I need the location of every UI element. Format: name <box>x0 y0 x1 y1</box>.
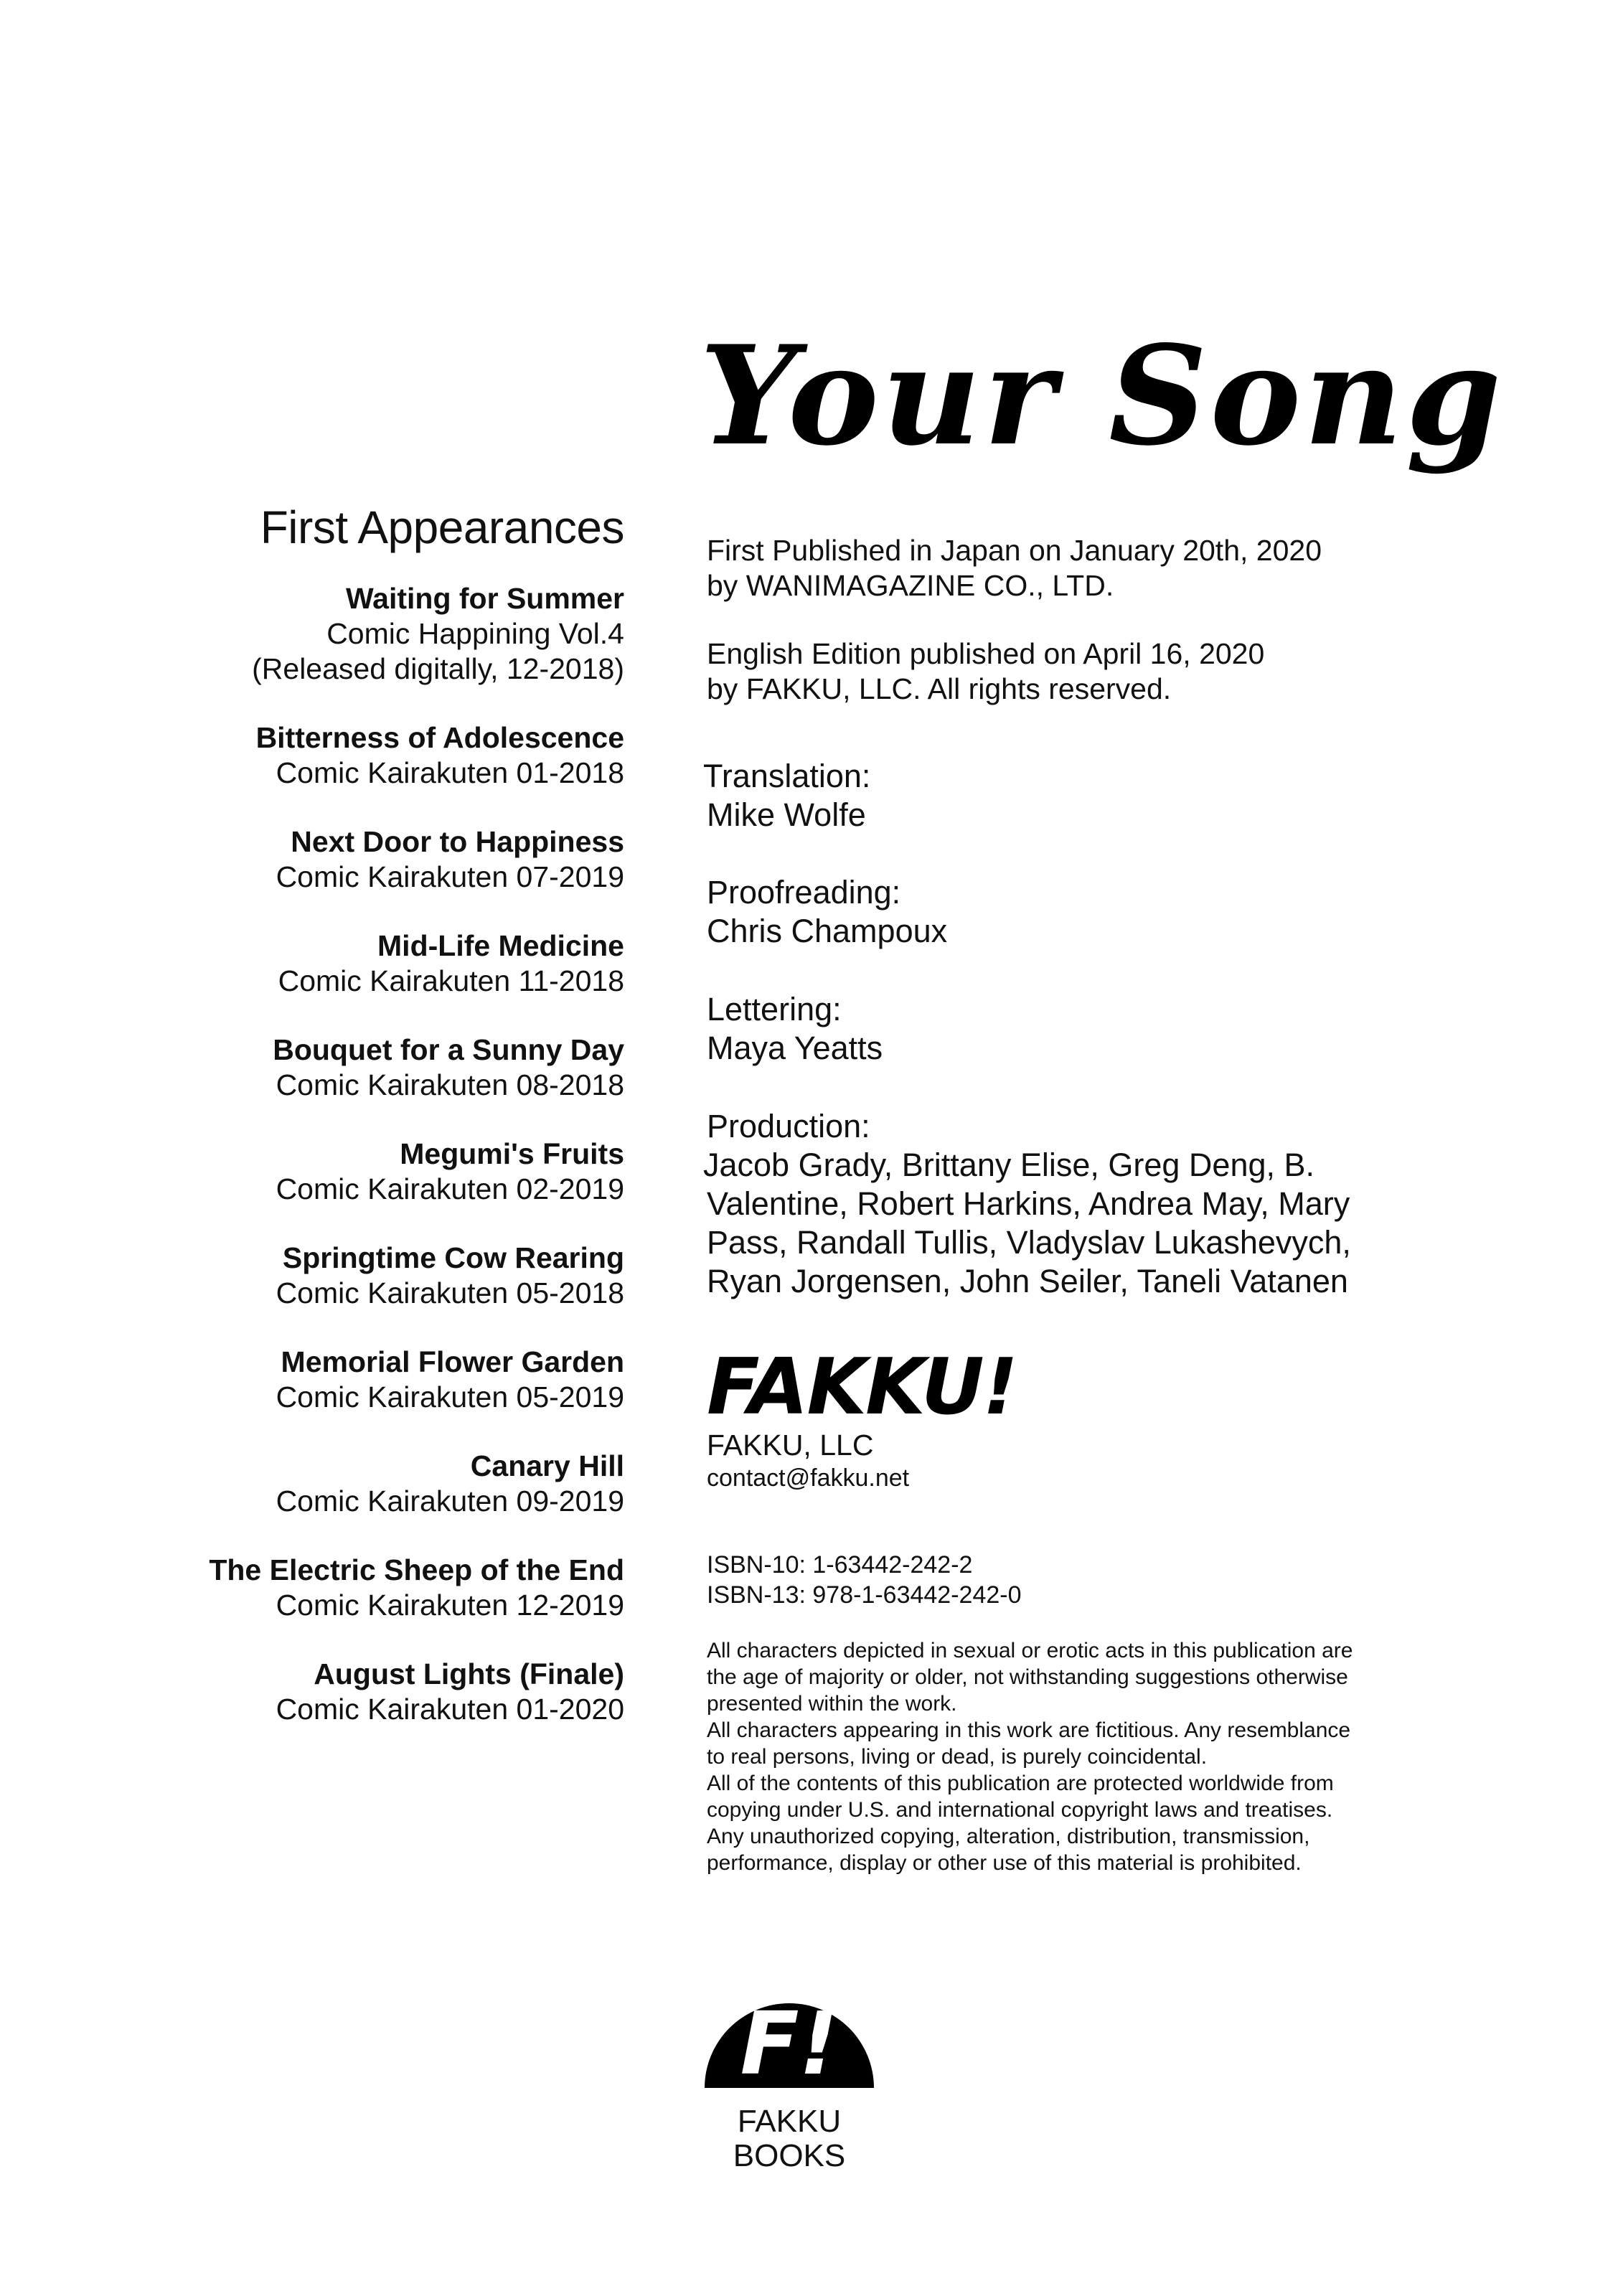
story-entry <box>36 1345 624 1415</box>
disclaimer-line: All characters depicted in sexual or erotic acts in this publication are <box>707 1639 1353 1662</box>
disclaimer-line: copying under U.S. and international copyright laws and treatises. <box>707 1798 1333 1822</box>
first-appearances-heading: First Appearances <box>260 502 624 553</box>
english-publication-line: English Edition published on April 16, 2020 <box>707 637 1265 670</box>
disclaimer-line: presented within the work. <box>707 1692 957 1716</box>
badge-line-fakku: FAKKU <box>737 2104 842 2139</box>
story-source: Comic Happining Vol.4 <box>326 617 624 651</box>
translation-label: Translation: <box>703 758 871 794</box>
story-entry <box>36 1032 624 1103</box>
story-title: Mid-Life Medicine <box>377 929 624 963</box>
story-entry <box>36 1553 624 1623</box>
story-entry <box>36 581 624 687</box>
publication-info <box>707 533 1322 603</box>
disclaimer-line: to real persons, living or dead, is purely coincidental. <box>707 1745 1208 1769</box>
translation-name: Mike Wolfe <box>707 796 866 833</box>
badge-mark: F! <box>740 1995 839 2094</box>
fakku-books-badge <box>703 1966 875 2173</box>
isbn-block <box>707 1550 1022 1610</box>
story-title: Canary Hill <box>470 1449 624 1483</box>
story-title: August Lights (Finale) <box>314 1657 624 1691</box>
disclaimer-line: All characters appearing in this work are fictitious. Any resemblance <box>707 1718 1351 1742</box>
story-title: Springtime Cow Rearing <box>282 1241 624 1275</box>
story-source: Comic Kairakuten 01-2018 <box>276 756 624 790</box>
publisher-info <box>707 1428 909 1493</box>
production-line: Jacob Grady, Brittany Elise, Greg Deng, B. <box>703 1147 1315 1183</box>
story-title: The Electric Sheep of the End <box>209 1553 624 1587</box>
story-entry <box>36 1657 624 1727</box>
disclaimer-line: All of the contents of this publication are protected worldwide from <box>707 1772 1334 1795</box>
story-source: Comic Kairakuten 07-2019 <box>276 860 624 894</box>
story-entry <box>36 1241 624 1311</box>
first-appearances-section <box>36 502 624 1761</box>
legal-disclaimer <box>707 1637 1496 1876</box>
fakku-wordmark: FAKKU! <box>707 1342 1017 1432</box>
english-edition-info <box>707 636 1264 707</box>
production-credit <box>703 1107 1351 1301</box>
story-title: Bitterness of Adolescence <box>255 721 624 755</box>
proofreading-label: Proofreading: <box>707 874 901 911</box>
isbn-13: ISBN-13: 978-1-63442-242-0 <box>707 1581 1022 1609</box>
english-publisher-line: by FAKKU, LLC. All rights reserved. <box>707 672 1172 705</box>
story-title: Waiting for Summer <box>346 582 624 616</box>
story-source: Comic Kairakuten 11-2018 <box>278 964 624 998</box>
story-entry <box>36 928 624 999</box>
production-line: Ryan Jorgensen, John Seiler, Taneli Vatanen <box>707 1263 1348 1299</box>
story-source: Comic Kairakuten 02-2019 <box>276 1172 624 1206</box>
story-source: Comic Kairakuten 12-2019 <box>276 1589 624 1622</box>
badge-text <box>703 2104 875 2173</box>
story-title: Memorial Flower Garden <box>281 1345 624 1379</box>
story-entry <box>36 720 624 791</box>
production-label: Production: <box>707 1108 870 1144</box>
story-source: Comic Kairakuten 08-2018 <box>276 1068 624 1102</box>
story-source: Comic Kairakuten 01-2020 <box>276 1693 624 1726</box>
proofreading-credit <box>707 873 947 951</box>
disclaimer-line: performance, display or other use of this material is prohibited. <box>707 1851 1302 1875</box>
disclaimer-line: Any unauthorized copying, alteration, distribution, transmission, <box>707 1825 1310 1848</box>
story-title: Next Door to Happiness <box>291 825 624 859</box>
story-title: Megumi's Fruits <box>400 1137 624 1171</box>
story-source: Comic Kairakuten 05-2019 <box>276 1380 624 1414</box>
story-entry <box>36 1137 624 1207</box>
publisher-name: FAKKU, LLC <box>707 1429 874 1462</box>
story-title: Bouquet for a Sunny Day <box>273 1033 624 1067</box>
title-logo: Your Song <box>700 316 1505 476</box>
publisher-email: contact@fakku.net <box>707 1464 910 1492</box>
story-entry <box>36 824 624 895</box>
story-source: Comic Kairakuten 09-2019 <box>276 1485 624 1518</box>
translation-credit <box>703 757 870 834</box>
isbn-10: ISBN-10: 1-63442-242-2 <box>707 1551 973 1578</box>
story-entry <box>36 1449 624 1519</box>
lettering-credit <box>707 990 883 1068</box>
proofreading-name: Chris Champoux <box>707 913 948 949</box>
japan-publication-line: First Published in Japan on January 20th, 2020 <box>707 534 1322 567</box>
disclaimer-line: the age of majority or older, not withstanding suggestions otherwise <box>707 1665 1348 1689</box>
lettering-name: Maya Yeatts <box>707 1030 883 1066</box>
story-source-note: (Released digitally, 12-2018) <box>252 652 624 686</box>
badge-line-books: BOOKS <box>733 2138 846 2173</box>
japan-publisher-line: by WANIMAGAZINE CO., LTD. <box>707 569 1114 602</box>
lettering-label: Lettering: <box>707 991 842 1027</box>
fakku-books-badge-graphic <box>703 1966 875 2109</box>
production-line: Pass, Randall Tullis, Vladyslav Lukashevych, <box>707 1224 1351 1261</box>
story-source: Comic Kairakuten 05-2018 <box>276 1276 624 1310</box>
production-line: Valentine, Robert Harkins, Andrea May, Mary <box>707 1185 1350 1222</box>
